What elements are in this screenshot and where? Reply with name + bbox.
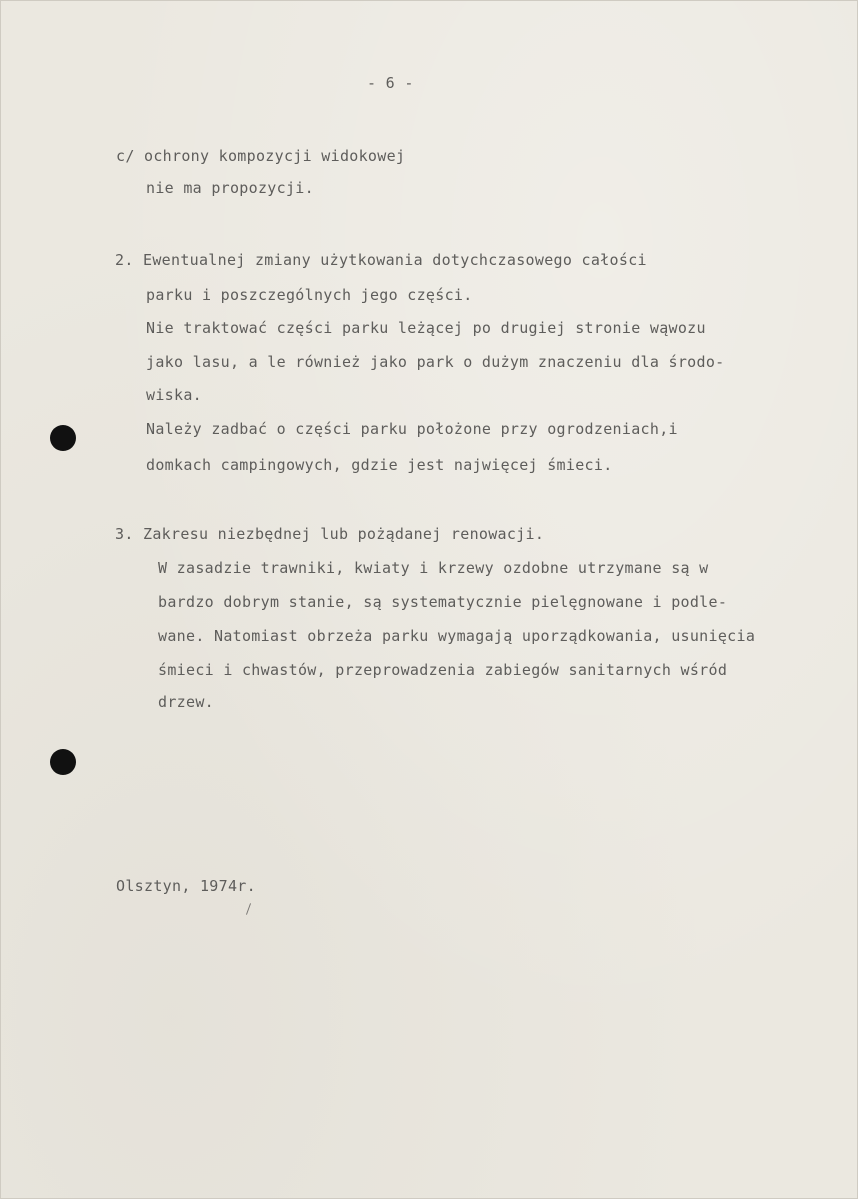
- section-2-line: wiska.: [146, 386, 202, 404]
- section-3-line: śmieci i chwastów, przeprowadzenia zabiegów sanitarnych wśród: [158, 661, 728, 679]
- section-3-line: wane. Natomiast obrzeża parku wymagają uporządkowania, usunięcia: [158, 627, 756, 645]
- section-c-title: c/ ochrony kompozycji widokowej: [116, 147, 406, 165]
- section-3-line: bardzo dobrym stanie, są systematycznie pielęgnowane i podle-: [158, 593, 728, 611]
- section-c-text: nie ma propozycji.: [146, 179, 314, 197]
- section-3-line: drzew.: [158, 693, 214, 711]
- section-3-line: W zasadzie trawniki, kwiaty i krzewy ozdobne utrzymane są w: [158, 559, 709, 577]
- section-2-line: parku i poszczególnych jego części.: [146, 286, 473, 304]
- section-3-line: 3. Zakresu niezbędnej lub pożądanej renowacji.: [115, 525, 545, 543]
- place-date: Olsztyn, 1974r.: [116, 877, 256, 895]
- section-2-line: 2. Ewentualnej zmiany użytkowania dotychczasowego całości: [115, 251, 647, 269]
- section-2-line: Należy zadbać o części parku położone przy ogrodzeniach,i: [146, 420, 678, 438]
- section-2-line: domkach campingowych, gdzie jest najwięcej śmieci.: [146, 456, 613, 474]
- section-2-line: jako lasu, a le również jako park o dużym znaczeniu dla środo-: [146, 353, 725, 371]
- pen-mark: [246, 903, 251, 915]
- punch-hole-bottom: [50, 749, 76, 775]
- section-2-line: Nie traktować części parku leżącej po drugiej stronie wąwozu: [146, 319, 706, 337]
- punch-hole-top: [50, 425, 76, 451]
- page-number: - 6 -: [367, 74, 414, 92]
